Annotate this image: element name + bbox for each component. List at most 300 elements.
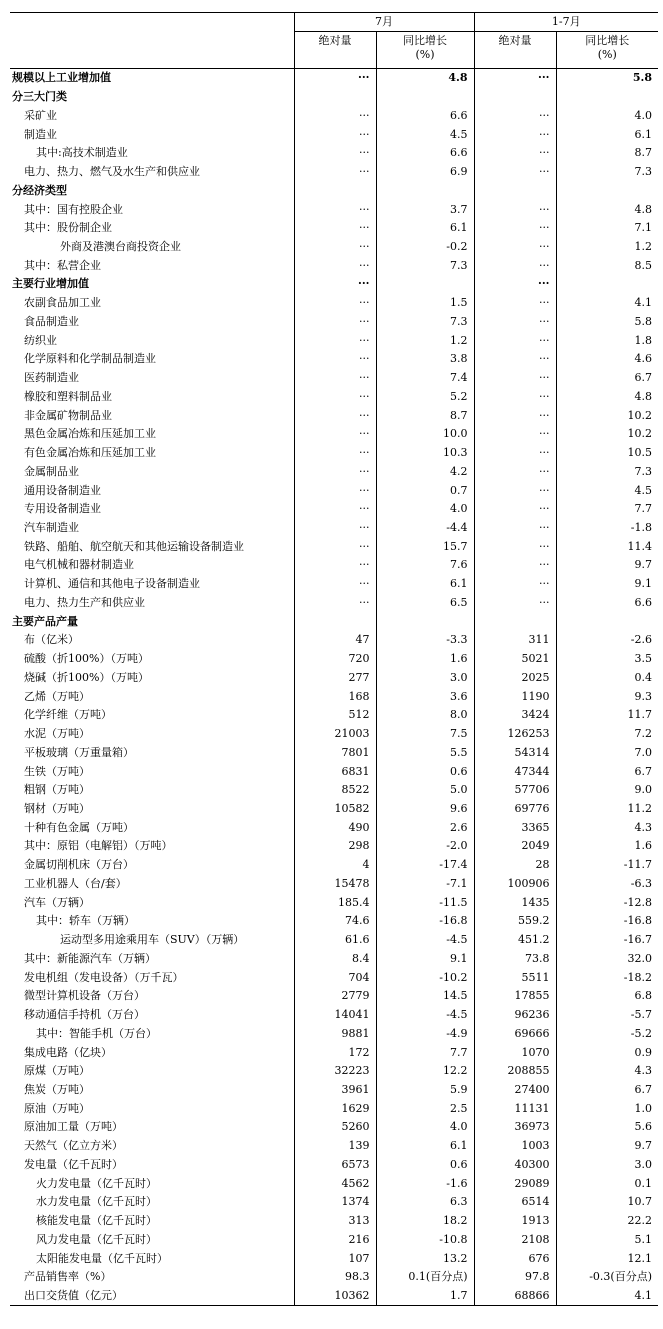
month-growth-value: 3.6: [376, 687, 474, 706]
header-ytd-growth: [556, 32, 658, 69]
month-absolute-value: 1629: [294, 1099, 376, 1118]
table-row: [10, 331, 658, 350]
ytd-growth-value: 4.1: [556, 294, 658, 313]
row-label: 发电量（亿千瓦时）: [24, 1157, 123, 1171]
month-absolute-value: ···: [294, 106, 376, 125]
ytd-growth-value: 6.8: [556, 987, 658, 1006]
ytd-absolute-value: 97.8: [474, 1268, 556, 1287]
ytd-growth-value: 4.8: [556, 200, 658, 219]
ytd-growth-value: 5.8: [556, 69, 658, 88]
month-growth-value: 5.2: [376, 387, 474, 406]
month-growth-value: 5.9: [376, 1081, 474, 1100]
table-header: [10, 13, 658, 69]
ytd-absolute-value: 1435: [474, 893, 556, 912]
ytd-growth-value: 7.0: [556, 743, 658, 762]
ytd-growth-value: [556, 275, 658, 294]
month-growth-value: 4.5: [376, 125, 474, 144]
row-label: 电气机械和器材制造业: [24, 558, 134, 572]
month-growth-value: 3.8: [376, 350, 474, 369]
month-absolute-value: ···: [294, 556, 376, 575]
month-absolute-value: ···: [294, 125, 376, 144]
ytd-absolute-value: ···: [474, 462, 556, 481]
ytd-absolute-value: ···: [474, 69, 556, 88]
month-growth-value: 7.4: [376, 369, 474, 388]
ytd-absolute-value: ···: [474, 200, 556, 219]
ytd-absolute-value: ···: [474, 387, 556, 406]
row-label: 太阳能发电量（亿千瓦时）: [36, 1251, 168, 1265]
ytd-absolute-value: ···: [474, 219, 556, 238]
table-row: [10, 387, 658, 406]
month-absolute-value: ···: [294, 313, 376, 332]
ytd-growth-value: 7.1: [556, 219, 658, 238]
row-label: 计算机、通信和其他电子设备制造业: [24, 577, 200, 591]
month-growth-value: -10.8: [376, 1231, 474, 1250]
row-label: 其中：股份制企业: [24, 221, 112, 235]
month-absolute-value: ···: [294, 425, 376, 444]
month-absolute-value: 139: [294, 1137, 376, 1156]
table-row: [10, 369, 658, 388]
row-label: 专用设备制造业: [24, 502, 101, 516]
month-growth-value: 4.0: [376, 500, 474, 519]
ytd-absolute-value: ···: [474, 106, 556, 125]
ytd-absolute-value: ···: [474, 425, 556, 444]
ytd-growth-value: -12.8: [556, 893, 658, 912]
row-label: 平板玻璃（万重量箱）: [24, 745, 134, 759]
month-absolute-value: ···: [294, 163, 376, 182]
row-label: 规模以上工业增加值: [12, 71, 111, 85]
row-label: 制造业: [24, 127, 57, 141]
ytd-absolute-value: 11131: [474, 1099, 556, 1118]
header-ytd-absolute: [474, 32, 556, 69]
month-growth-value: 12.2: [376, 1062, 474, 1081]
table-row: [10, 1081, 658, 1100]
month-absolute-value: 277: [294, 669, 376, 688]
ytd-growth-value: 7.3: [556, 462, 658, 481]
month-absolute-value: 14041: [294, 1006, 376, 1025]
month-absolute-value: ···: [294, 144, 376, 163]
ytd-growth-value: -5.7: [556, 1006, 658, 1025]
month-growth-value: 1.5: [376, 294, 474, 313]
month-absolute-value: ···: [294, 537, 376, 556]
ytd-absolute-value: 1070: [474, 1043, 556, 1062]
ytd-growth-value: 5.1: [556, 1231, 658, 1250]
month-growth-value: 3.7: [376, 200, 474, 219]
ytd-growth-value: 1.2: [556, 238, 658, 257]
table-row: [10, 275, 658, 294]
row-label: 分三大门类: [12, 90, 67, 104]
ytd-absolute-value: ···: [474, 163, 556, 182]
header-month-growth: [376, 32, 474, 69]
table-row: [10, 181, 658, 200]
header-blank-2: [10, 32, 294, 69]
ytd-growth-value: 12.1: [556, 1249, 658, 1268]
ytd-absolute-value: 40300: [474, 1156, 556, 1175]
month-growth-value: 1.2: [376, 331, 474, 350]
month-absolute-value: ···: [294, 238, 376, 257]
table-row: [10, 612, 658, 631]
ytd-absolute-value: [474, 88, 556, 107]
ytd-growth-value: -2.6: [556, 631, 658, 650]
table-row: [10, 163, 658, 182]
ytd-growth-value: -16.8: [556, 912, 658, 931]
month-growth-value: 6.5: [376, 594, 474, 613]
ytd-growth-value: 10.7: [556, 1193, 658, 1212]
month-absolute-value: ···: [294, 256, 376, 275]
row-label: 外商及港澳台商投资企业: [60, 239, 181, 253]
month-absolute-value: 168: [294, 687, 376, 706]
table-row: [10, 537, 658, 556]
ytd-absolute-value: ···: [474, 594, 556, 613]
month-growth-value: 13.2: [376, 1249, 474, 1268]
month-growth-value: -4.9: [376, 1024, 474, 1043]
ytd-absolute-value: 126253: [474, 725, 556, 744]
row-label: 其中：原铝（电解铝）（万吨）: [24, 839, 173, 853]
table-row: [10, 406, 658, 425]
row-label: 产品销售率（%）: [24, 1270, 112, 1284]
ytd-growth-value: 4.0: [556, 106, 658, 125]
row-label: 电力、热力、燃气及水生产和供应业: [24, 165, 200, 179]
row-label: 原油加工量（万吨）: [24, 1120, 123, 1134]
ytd-growth-value: 8.7: [556, 144, 658, 163]
month-absolute-value: 61.6: [294, 931, 376, 950]
ytd-growth-value: 4.1: [556, 1287, 658, 1306]
row-label: 有色金属冶炼和压延加工业: [24, 446, 156, 460]
month-absolute-value: ···: [294, 350, 376, 369]
month-growth-value: 6.9: [376, 163, 474, 182]
month-growth-value: 1.6: [376, 650, 474, 669]
ytd-growth-value: 4.3: [556, 818, 658, 837]
month-growth-value: 0.1(百分点): [376, 1268, 474, 1287]
row-label: 十种有色金属（万吨）: [24, 820, 134, 834]
ytd-absolute-value: ···: [474, 519, 556, 538]
table-row: [10, 200, 658, 219]
ytd-absolute-value: 1003: [474, 1137, 556, 1156]
month-absolute-value: 15478: [294, 875, 376, 894]
month-absolute-value: 21003: [294, 725, 376, 744]
ytd-absolute-value: 3365: [474, 818, 556, 837]
month-growth-value: [376, 181, 474, 200]
month-absolute-value: [294, 181, 376, 200]
row-label: 粗钢（万吨）: [24, 783, 90, 797]
row-label: 非金属矿物制品业: [24, 408, 112, 422]
ytd-growth-value: 11.2: [556, 800, 658, 819]
ytd-absolute-value: 311: [474, 631, 556, 650]
ytd-growth-value: 1.0: [556, 1099, 658, 1118]
month-growth-value: 8.7: [376, 406, 474, 425]
row-label: 金属切削机床（万台）: [24, 858, 134, 872]
header-blank: [10, 13, 294, 32]
month-growth-value: 15.7: [376, 537, 474, 556]
month-absolute-value: 74.6: [294, 912, 376, 931]
ytd-growth-value: 0.1: [556, 1174, 658, 1193]
ytd-absolute-value: 3424: [474, 706, 556, 725]
table-row: [10, 912, 658, 931]
ytd-absolute-value: 2025: [474, 669, 556, 688]
ytd-growth-value: 1.6: [556, 837, 658, 856]
month-growth-value: 9.6: [376, 800, 474, 819]
table-row: [10, 594, 658, 613]
month-growth-value: 10.0: [376, 425, 474, 444]
table-row: [10, 1249, 658, 1268]
row-label: 乙烯（万吨）: [24, 689, 90, 703]
row-label: 金属制品业: [24, 464, 79, 478]
row-label: 其中：轿车（万辆）: [36, 914, 135, 928]
ytd-absolute-value: ···: [474, 556, 556, 575]
table-row: [10, 69, 658, 88]
ytd-growth-value: 9.3: [556, 687, 658, 706]
month-growth-value: 1.7: [376, 1287, 474, 1306]
row-label: 汽车（万辆）: [24, 895, 90, 909]
table-row: [10, 1024, 658, 1043]
month-growth-value: 7.3: [376, 313, 474, 332]
ytd-growth-value: 7.7: [556, 500, 658, 519]
month-absolute-value: 1374: [294, 1193, 376, 1212]
month-growth-value: 3.0: [376, 669, 474, 688]
ytd-absolute-value: 2108: [474, 1231, 556, 1250]
table-row: [10, 256, 658, 275]
ytd-growth-value: 9.0: [556, 781, 658, 800]
table-row: [10, 837, 658, 856]
month-growth-value: -7.1: [376, 875, 474, 894]
row-label: 汽车制造业: [24, 520, 79, 534]
ytd-growth-value: -1.8: [556, 519, 658, 538]
ytd-growth-value: 6.6: [556, 594, 658, 613]
month-growth-value: 9.1: [376, 950, 474, 969]
month-growth-value: 4.2: [376, 462, 474, 481]
row-label: 其中:高技术制造业: [36, 146, 128, 160]
row-label: 发电机组（发电设备）（万千瓦）: [24, 970, 184, 984]
ytd-growth-value: 4.6: [556, 350, 658, 369]
month-absolute-value: ···: [294, 387, 376, 406]
ytd-growth-value: 9.7: [556, 1137, 658, 1156]
ytd-absolute-value: 6514: [474, 1193, 556, 1212]
month-absolute-value: 4562: [294, 1174, 376, 1193]
month-absolute-value: 512: [294, 706, 376, 725]
table-row: [10, 1062, 658, 1081]
month-absolute-value: [294, 88, 376, 107]
industrial-statistics-table: [10, 12, 658, 1306]
row-label: 分经济类型: [12, 183, 67, 197]
month-absolute-value: ···: [294, 481, 376, 500]
ytd-absolute-value: [474, 181, 556, 200]
header-month-growth-line1: 同比增长: [403, 34, 447, 47]
ytd-absolute-value: 27400: [474, 1081, 556, 1100]
ytd-absolute-value: ···: [474, 238, 556, 257]
month-growth-value: 4.8: [376, 69, 474, 88]
table-row: [10, 725, 658, 744]
ytd-growth-value: 10.2: [556, 406, 658, 425]
month-absolute-value: ···: [294, 519, 376, 538]
month-absolute-value: 216: [294, 1231, 376, 1250]
row-label: 食品制造业: [24, 314, 79, 328]
ytd-absolute-value: ···: [474, 350, 556, 369]
table-row: [10, 1268, 658, 1287]
ytd-absolute-value: ···: [474, 500, 556, 519]
month-growth-value: -4.5: [376, 1006, 474, 1025]
table-row: [10, 893, 658, 912]
month-absolute-value: ···: [294, 369, 376, 388]
header-period-month: 7月: [294, 13, 474, 32]
table-row: [10, 687, 658, 706]
month-absolute-value: ···: [294, 331, 376, 350]
ytd-absolute-value: ···: [474, 144, 556, 163]
month-absolute-value: 704: [294, 968, 376, 987]
month-growth-value: -4.5: [376, 931, 474, 950]
ytd-absolute-value: 54314: [474, 743, 556, 762]
table-row: [10, 1043, 658, 1062]
month-growth-value: 5.0: [376, 781, 474, 800]
month-absolute-value: 185.4: [294, 893, 376, 912]
ytd-growth-value: [556, 88, 658, 107]
ytd-absolute-value: 451.2: [474, 931, 556, 950]
ytd-growth-value: -16.7: [556, 931, 658, 950]
month-growth-value: 4.0: [376, 1118, 474, 1137]
ytd-absolute-value: 2049: [474, 837, 556, 856]
month-growth-value: -2.0: [376, 837, 474, 856]
table-row: [10, 987, 658, 1006]
table-row: [10, 1006, 658, 1025]
row-label: 医药制造业: [24, 371, 79, 385]
row-label: 其中：国有控股企业: [24, 202, 123, 216]
table-row: [10, 1099, 658, 1118]
month-growth-value: -16.8: [376, 912, 474, 931]
row-label: 风力发电量（亿千瓦时）: [36, 1232, 157, 1246]
row-label: 钢材（万吨）: [24, 802, 90, 815]
ytd-growth-value: 6.7: [556, 762, 658, 781]
ytd-growth-value: 1.8: [556, 331, 658, 350]
table-row: [10, 631, 658, 650]
row-label: 出口交货值（亿元）: [10, 1287, 294, 1306]
ytd-growth-value: 0.4: [556, 669, 658, 688]
ytd-growth-value: -6.3: [556, 875, 658, 894]
month-absolute-value: 313: [294, 1212, 376, 1231]
month-absolute-value: 6831: [294, 762, 376, 781]
table-row: [10, 519, 658, 538]
header-month-absolute: [294, 32, 376, 69]
row-label: 原油（万吨）: [24, 1101, 90, 1115]
ytd-growth-value: -0.3(百分点): [556, 1268, 658, 1287]
month-absolute-value: 298: [294, 837, 376, 856]
month-absolute-value: ···: [294, 462, 376, 481]
ytd-growth-value: 9.1: [556, 575, 658, 594]
month-growth-value: [376, 88, 474, 107]
ytd-absolute-value: ···: [474, 331, 556, 350]
month-absolute-value: ···: [294, 219, 376, 238]
table-body: [10, 69, 658, 1306]
row-label: 集成电路（亿块）: [24, 1045, 112, 1059]
ytd-absolute-value: 96236: [474, 1006, 556, 1025]
table-row: [10, 425, 658, 444]
row-label: 铁路、船舶、航空航天和其他运输设备制造业: [24, 539, 244, 553]
row-label: 焦炭（万吨）: [24, 1083, 90, 1097]
month-absolute-value: ···: [294, 444, 376, 463]
ytd-growth-value: 5.6: [556, 1118, 658, 1137]
table-row: [10, 294, 658, 313]
statistics-table-container: [10, 12, 658, 1306]
ytd-absolute-value: ···: [474, 125, 556, 144]
row-label: 天然气（亿立方米）: [24, 1139, 123, 1153]
table-row: [10, 219, 658, 238]
ytd-absolute-value: 29089: [474, 1174, 556, 1193]
ytd-growth-value: 8.5: [556, 256, 658, 275]
row-label: 农副食品加工业: [24, 296, 101, 310]
row-label: 橡胶和塑料制品业: [24, 389, 112, 403]
row-label: 烧碱（折100%）（万吨）: [24, 670, 149, 684]
month-growth-value: 10.3: [376, 444, 474, 463]
month-absolute-value: 10582: [294, 800, 376, 819]
ytd-growth-value: 7.3: [556, 163, 658, 182]
table-row: [10, 350, 658, 369]
table-row: [10, 968, 658, 987]
month-absolute-value: 5260: [294, 1118, 376, 1137]
ytd-absolute-value: ···: [474, 444, 556, 463]
row-label: 布（亿米）: [24, 633, 79, 647]
ytd-growth-value: -5.2: [556, 1024, 658, 1043]
month-growth-value: [376, 275, 474, 294]
ytd-absolute-value: 69666: [474, 1024, 556, 1043]
month-absolute-value: ···: [294, 500, 376, 519]
month-growth-value: -10.2: [376, 968, 474, 987]
month-growth-value: 0.7: [376, 481, 474, 500]
table-row: [10, 238, 658, 257]
table-row: [10, 556, 658, 575]
table-row: [10, 1118, 658, 1137]
header-ytd-growth-line1: 同比增长: [585, 34, 630, 47]
month-absolute-value: ···: [294, 594, 376, 613]
table-row: [10, 875, 658, 894]
ytd-absolute-value: 100906: [474, 875, 556, 894]
ytd-growth-value: 4.5: [556, 481, 658, 500]
table-row: [10, 669, 658, 688]
ytd-growth-value: 3.0: [556, 1156, 658, 1175]
table-row: [10, 313, 658, 332]
table-row: [10, 88, 658, 107]
month-absolute-value: ···: [294, 275, 376, 294]
month-growth-value: 2.6: [376, 818, 474, 837]
month-growth-value: -3.3: [376, 631, 474, 650]
table-row: [10, 706, 658, 725]
row-label: 化学原料和化学制品制造业: [24, 352, 156, 366]
row-label: 原煤（万吨）: [24, 1064, 90, 1078]
table-row: [10, 800, 658, 819]
month-growth-value: -4.4: [376, 519, 474, 538]
row-label: 生铁（万吨）: [24, 764, 90, 778]
table-row: [10, 144, 658, 163]
table-row: [10, 856, 658, 875]
table-row: [10, 462, 658, 481]
month-growth-value: 6.1: [376, 219, 474, 238]
table-row: [10, 743, 658, 762]
ytd-absolute-value: 1190: [474, 687, 556, 706]
ytd-absolute-value: ···: [474, 313, 556, 332]
table-row: [10, 950, 658, 969]
ytd-absolute-value: 47344: [474, 762, 556, 781]
row-label: 水泥（万吨）: [24, 727, 90, 741]
table-row: [10, 575, 658, 594]
row-label: 纺织业: [24, 333, 57, 347]
ytd-growth-value: 4.8: [556, 387, 658, 406]
month-absolute-value: ···: [294, 406, 376, 425]
table-row: [10, 1137, 658, 1156]
table-row: [10, 444, 658, 463]
row-label: 电力、热力生产和供应业: [24, 595, 145, 609]
ytd-absolute-value: 559.2: [474, 912, 556, 931]
table-row: [10, 1287, 658, 1306]
ytd-growth-value: 11.7: [556, 706, 658, 725]
header-month-absolute-label: 绝对量: [318, 34, 352, 47]
month-absolute-value: 4: [294, 856, 376, 875]
month-absolute-value: 47: [294, 631, 376, 650]
